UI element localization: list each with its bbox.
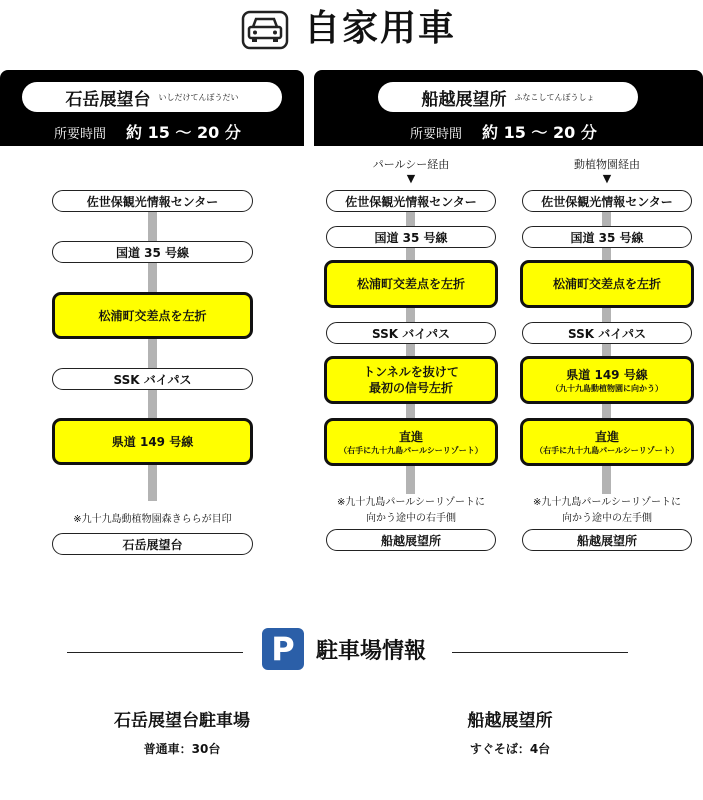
ishidake-pref149-text: 県道 149 号線 — [111, 434, 194, 449]
page-title: 自家用車 — [304, 8, 457, 49]
pearlsea-straight-sub: （右手に九十九島パールシーリゾート） — [339, 445, 483, 455]
zoo-step-straight — [520, 418, 694, 466]
ishidake-step-pref149 — [52, 418, 253, 465]
pearlsea-note-line1: ※九十九島パールシーリゾートに — [337, 497, 485, 508]
zoo-via-label: 動植物園経由 — [574, 158, 640, 171]
pearlsea-step-ssk: SSK バイパス — [326, 322, 496, 344]
pearlsea-arrow-icon: ▼ — [406, 172, 416, 185]
pearlsea-tunnel-line2: 最初の信号左折 — [368, 381, 453, 395]
pearlsea-step-route35: 国道 35 号線 — [326, 226, 496, 248]
top-header — [0, 0, 703, 62]
parking-title: 駐車場情報 — [316, 639, 427, 664]
ishidake-step-ssk: SSK バイパス — [52, 368, 253, 390]
parking-lot-funakoshi-name: 船越展望所 — [467, 711, 553, 731]
pearlsea-step-start: 佐世保観光情報センター — [326, 190, 496, 212]
ishidake-route-header — [0, 70, 304, 146]
funakoshi-time — [410, 120, 597, 143]
zoo-step-turn-left — [520, 260, 694, 308]
zoo-straight-sub: （右手に九十九島パールシーリゾート） — [535, 445, 679, 455]
funakoshi-title-pill — [378, 82, 638, 112]
car-icon — [240, 10, 290, 50]
parking-lot-ishidake-info: 普通車：30台 — [143, 742, 221, 756]
ishidake-reading: いしだけてんぼうだい — [158, 92, 239, 102]
pearlsea-step-straight — [324, 418, 498, 466]
zoo-step-route35: 国道 35 号線 — [522, 226, 692, 248]
zoo-arrow-icon: ▼ — [602, 172, 612, 185]
zoo-straight-text: 直進 — [594, 429, 619, 444]
pearlsea-tunnel-line1: トンネルを抜けて — [363, 365, 459, 379]
zoo-pref149-sub: （九十九島動植物園に向かう） — [551, 383, 663, 393]
parking-divider-left — [67, 652, 243, 653]
zoo-step-start: 佐世保観光情報センター — [522, 190, 692, 212]
pearlsea-turn-text: 松浦町交差点を左折 — [356, 277, 465, 291]
pearlsea-destination: 船越展望所 — [326, 529, 496, 551]
funakoshi-time-label: 所要時間 — [410, 127, 463, 142]
ishidake-time-value: 約 15 ～ 20 分 — [126, 123, 241, 142]
pearlsea-note — [318, 495, 504, 527]
ishidake-destination: 石岳展望台 — [52, 533, 253, 555]
funakoshi-route-header — [314, 70, 703, 146]
ishidake-name: 石岳展望台 — [65, 89, 151, 110]
funakoshi-time-value: 約 15 ～ 20 分 — [482, 123, 597, 142]
ishidake-turn-text: 松浦町交差点を左折 — [98, 308, 207, 323]
parking-divider-right — [452, 652, 628, 653]
zoo-step-ssk: SSK バイパス — [522, 322, 692, 344]
ishidake-step-start: 佐世保観光情報センター — [52, 190, 253, 212]
zoo-note-line2: 向かう途中の左手側 — [562, 513, 652, 524]
ishidake-time — [54, 120, 241, 143]
zoo-step-pref149 — [520, 356, 694, 404]
pearlsea-step-tunnel — [324, 356, 498, 404]
funakoshi-reading: ふなこしてんぼうしょ — [514, 92, 595, 102]
pearlsea-straight-text: 直進 — [398, 429, 423, 444]
parking-lot-funakoshi-info: すぐそば：4台 — [469, 742, 551, 756]
zoo-pref149-text: 県道 149 号線 — [566, 367, 648, 382]
parking-icon: P — [262, 628, 304, 670]
ishidake-title-pill — [22, 82, 282, 112]
zoo-note — [514, 495, 700, 527]
zoo-note-line1: ※九十九島パールシーリゾートに — [533, 497, 681, 508]
ishidake-note: ※九十九島動植物園森きららが目印 — [73, 514, 232, 525]
pearlsea-step-turn-left — [324, 260, 498, 308]
ishidake-step-route35: 国道 35 号線 — [52, 241, 253, 263]
zoo-turn-text: 松浦町交差点を左折 — [552, 277, 661, 291]
parking-lot-ishidake-name: 石岳展望台駐車場 — [114, 711, 250, 731]
ishidake-step-turn-left — [52, 292, 253, 339]
pearlsea-note-line2: 向かう途中の右手側 — [366, 513, 456, 524]
ishidake-time-label: 所要時間 — [54, 127, 107, 142]
pearlsea-via-label: パールシー経由 — [372, 158, 450, 171]
zoo-destination: 船越展望所 — [522, 529, 692, 551]
funakoshi-name: 船越展望所 — [421, 89, 507, 110]
